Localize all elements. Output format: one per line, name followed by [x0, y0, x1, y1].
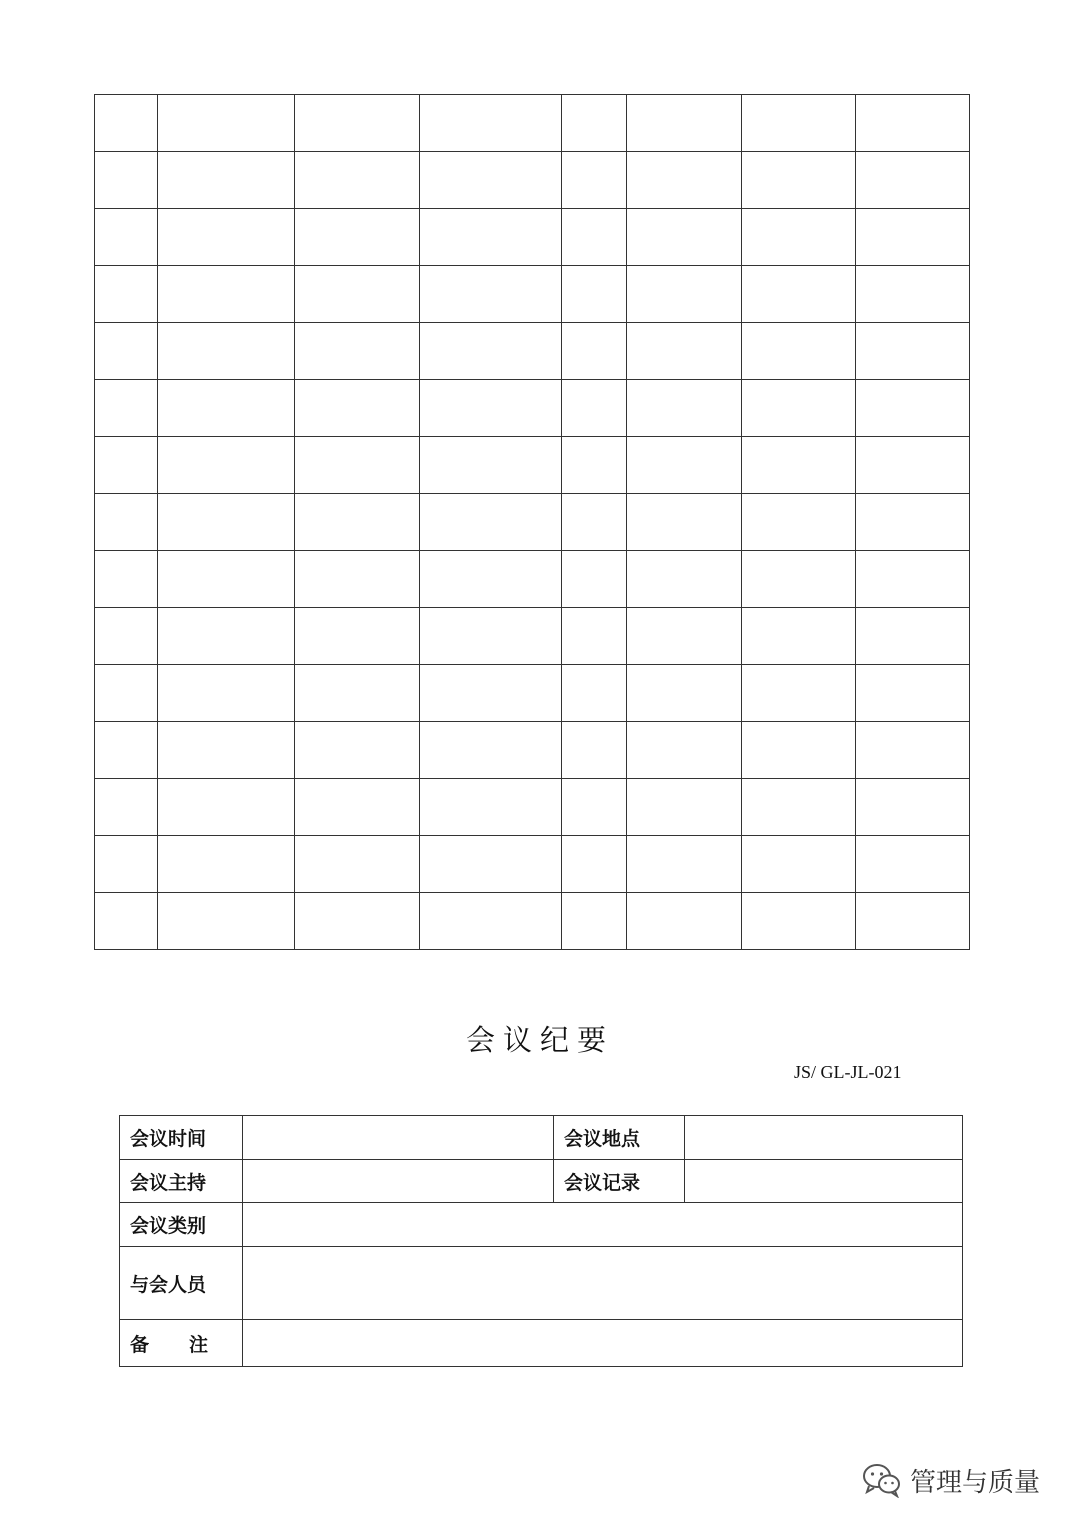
grid-cell[interactable] — [158, 209, 295, 266]
watermark — [862, 1460, 1040, 1500]
grid-cell[interactable] — [742, 551, 856, 608]
grid-cell[interactable] — [562, 95, 627, 152]
grid-cell[interactable] — [627, 437, 742, 494]
document-title: 会议纪要 — [465, 1023, 614, 1057]
grid-cell[interactable] — [95, 551, 158, 608]
grid-cell[interactable] — [627, 893, 742, 950]
grid-cell[interactable] — [295, 209, 420, 266]
grid-cell[interactable] — [742, 836, 856, 893]
grid-cell[interactable] — [562, 779, 627, 836]
grid-cell[interactable] — [295, 608, 420, 665]
grid-cell[interactable] — [742, 608, 856, 665]
grid-row — [95, 95, 970, 152]
grid-cell[interactable] — [562, 209, 627, 266]
grid-cell[interactable] — [562, 608, 627, 665]
label-meeting-recorder: 会议记录 — [554, 1160, 685, 1203]
grid-cell[interactable] — [420, 494, 562, 551]
grid-row — [95, 323, 970, 380]
grid-cell[interactable] — [158, 266, 295, 323]
grid-cell[interactable] — [95, 323, 158, 380]
grid-cell[interactable] — [742, 722, 856, 779]
grid-cell[interactable] — [742, 95, 856, 152]
grid-row — [95, 380, 970, 437]
grid-cell[interactable] — [562, 551, 627, 608]
grid-cell[interactable] — [420, 779, 562, 836]
grid-cell[interactable] — [856, 836, 970, 893]
remarks-label-char: 注 — [189, 1333, 209, 1356]
grid-cell[interactable] — [295, 722, 420, 779]
grid-cell[interactable] — [158, 779, 295, 836]
grid-cell[interactable] — [420, 608, 562, 665]
grid-cell[interactable] — [856, 95, 970, 152]
grid-cell[interactable] — [158, 152, 295, 209]
grid-cell[interactable] — [856, 266, 970, 323]
grid-cell[interactable] — [627, 551, 742, 608]
grid-cell[interactable] — [856, 380, 970, 437]
grid-cell[interactable] — [742, 380, 856, 437]
grid-cell[interactable] — [742, 209, 856, 266]
field-meeting-location[interactable] — [685, 1116, 963, 1160]
grid-cell[interactable] — [95, 437, 158, 494]
grid-cell[interactable] — [420, 722, 562, 779]
grid-cell[interactable] — [562, 380, 627, 437]
grid-cell[interactable] — [95, 152, 158, 209]
grid-cell[interactable] — [158, 893, 295, 950]
grid-cell[interactable] — [856, 209, 970, 266]
grid-row — [95, 551, 970, 608]
label-meeting-host: 会议主持 — [120, 1160, 243, 1203]
form-row-time-location — [120, 1116, 963, 1160]
grid-cell[interactable] — [420, 437, 562, 494]
form-row-attendees — [120, 1247, 963, 1320]
grid-cell[interactable] — [627, 665, 742, 722]
grid-cell[interactable] — [295, 665, 420, 722]
grid-cell[interactable] — [420, 209, 562, 266]
grid-cell[interactable] — [627, 323, 742, 380]
wechat-icon — [862, 1462, 902, 1498]
grid-cell[interactable] — [420, 323, 562, 380]
watermark-text: 管理与质量 — [910, 1467, 1041, 1498]
grid-cell[interactable] — [742, 779, 856, 836]
grid-cell[interactable] — [95, 893, 158, 950]
grid-cell[interactable] — [295, 494, 420, 551]
grid-row — [95, 893, 970, 950]
grid-cell[interactable] — [627, 209, 742, 266]
grid-cell[interactable] — [627, 152, 742, 209]
grid-cell[interactable] — [95, 266, 158, 323]
grid-cell[interactable] — [420, 380, 562, 437]
grid-cell[interactable] — [562, 836, 627, 893]
grid-cell[interactable] — [95, 494, 158, 551]
grid-cell[interactable] — [627, 779, 742, 836]
grid-cell[interactable] — [856, 893, 970, 950]
grid-cell[interactable] — [295, 152, 420, 209]
grid-row — [95, 494, 970, 551]
grid-cell[interactable] — [856, 323, 970, 380]
grid-cell[interactable] — [420, 893, 562, 950]
field-meeting-time[interactable] — [243, 1116, 554, 1160]
grid-cell[interactable] — [742, 266, 856, 323]
grid-cell[interactable] — [742, 665, 856, 722]
grid-cell[interactable] — [627, 722, 742, 779]
grid-cell[interactable] — [742, 494, 856, 551]
grid-cell[interactable] — [95, 722, 158, 779]
field-meeting-host[interactable] — [243, 1160, 554, 1203]
grid-row — [95, 152, 970, 209]
label-meeting-location: 会议地点 — [554, 1116, 685, 1160]
form-row-remarks — [120, 1320, 963, 1367]
grid-cell[interactable] — [95, 95, 158, 152]
grid-cell[interactable] — [627, 494, 742, 551]
grid-cell[interactable] — [627, 380, 742, 437]
grid-cell[interactable] — [420, 836, 562, 893]
grid-cell[interactable] — [95, 608, 158, 665]
field-attendees[interactable] — [243, 1247, 963, 1320]
grid-cell[interactable] — [856, 722, 970, 779]
grid-cell[interactable] — [295, 836, 420, 893]
grid-row — [95, 722, 970, 779]
grid-row — [95, 608, 970, 665]
grid-cell[interactable] — [295, 323, 420, 380]
grid-cell[interactable] — [158, 494, 295, 551]
field-meeting-category[interactable] — [243, 1203, 963, 1247]
grid-cell[interactable] — [742, 152, 856, 209]
grid-cell[interactable] — [742, 893, 856, 950]
grid-row — [95, 437, 970, 494]
grid-cell[interactable] — [856, 608, 970, 665]
grid-cell[interactable] — [95, 209, 158, 266]
form-row-host-recorder — [120, 1160, 963, 1203]
grid-cell[interactable] — [158, 608, 295, 665]
grid-cell[interactable] — [158, 665, 295, 722]
grid-cell[interactable] — [420, 665, 562, 722]
grid-cell[interactable] — [856, 437, 970, 494]
grid-cell[interactable] — [295, 437, 420, 494]
grid-row — [95, 836, 970, 893]
meeting-minutes-form — [119, 1115, 963, 1367]
field-remarks[interactable] — [243, 1320, 963, 1367]
grid-cell[interactable] — [627, 836, 742, 893]
grid-cell[interactable] — [742, 323, 856, 380]
grid-cell[interactable] — [295, 551, 420, 608]
grid-cell[interactable] — [627, 266, 742, 323]
form-row-category — [120, 1203, 963, 1247]
label-meeting-category: 会议类别 — [120, 1203, 243, 1247]
grid-cell[interactable] — [420, 266, 562, 323]
grid-cell[interactable] — [856, 665, 970, 722]
grid-cell[interactable] — [562, 437, 627, 494]
grid-cell[interactable] — [158, 836, 295, 893]
grid-cell[interactable] — [158, 722, 295, 779]
grid-cell[interactable] — [562, 665, 627, 722]
label-remarks — [120, 1320, 243, 1367]
grid-row — [95, 209, 970, 266]
document-code: JS/ GL-JL-021 — [794, 1062, 902, 1082]
grid-cell[interactable] — [562, 266, 627, 323]
grid-cell[interactable] — [295, 893, 420, 950]
grid-cell[interactable] — [420, 152, 562, 209]
grid-cell[interactable] — [420, 551, 562, 608]
grid-cell[interactable] — [158, 323, 295, 380]
grid-cell[interactable] — [856, 779, 970, 836]
remarks-label-char: 备 — [130, 1333, 150, 1356]
grid-cell[interactable] — [158, 551, 295, 608]
grid-cell[interactable] — [295, 266, 420, 323]
grid-row — [95, 779, 970, 836]
grid-cell[interactable] — [295, 380, 420, 437]
grid-cell[interactable] — [95, 380, 158, 437]
grid-cell[interactable] — [420, 95, 562, 152]
grid-row — [95, 266, 970, 323]
grid-cell[interactable] — [158, 95, 295, 152]
grid-cell[interactable] — [95, 779, 158, 836]
grid-cell[interactable] — [95, 665, 158, 722]
grid-cell[interactable] — [562, 893, 627, 950]
grid-cell[interactable] — [562, 494, 627, 551]
grid-cell[interactable] — [562, 152, 627, 209]
field-meeting-recorder[interactable] — [685, 1160, 963, 1203]
blank-record-grid — [94, 94, 970, 950]
grid-cell[interactable] — [856, 152, 970, 209]
grid-cell[interactable] — [295, 779, 420, 836]
grid-row — [95, 665, 970, 722]
grid-cell[interactable] — [856, 551, 970, 608]
grid-cell[interactable] — [158, 380, 295, 437]
label-attendees: 与会人员 — [120, 1247, 243, 1320]
label-meeting-time: 会议时间 — [120, 1116, 243, 1160]
remarks-label-text — [130, 1330, 208, 1357]
grid-cell[interactable] — [95, 836, 158, 893]
grid-cell[interactable] — [627, 608, 742, 665]
grid-cell[interactable] — [562, 323, 627, 380]
grid-cell[interactable] — [627, 95, 742, 152]
grid-cell[interactable] — [742, 437, 856, 494]
grid-cell[interactable] — [562, 722, 627, 779]
grid-cell[interactable] — [295, 95, 420, 152]
grid-cell[interactable] — [158, 437, 295, 494]
grid-cell[interactable] — [856, 494, 970, 551]
